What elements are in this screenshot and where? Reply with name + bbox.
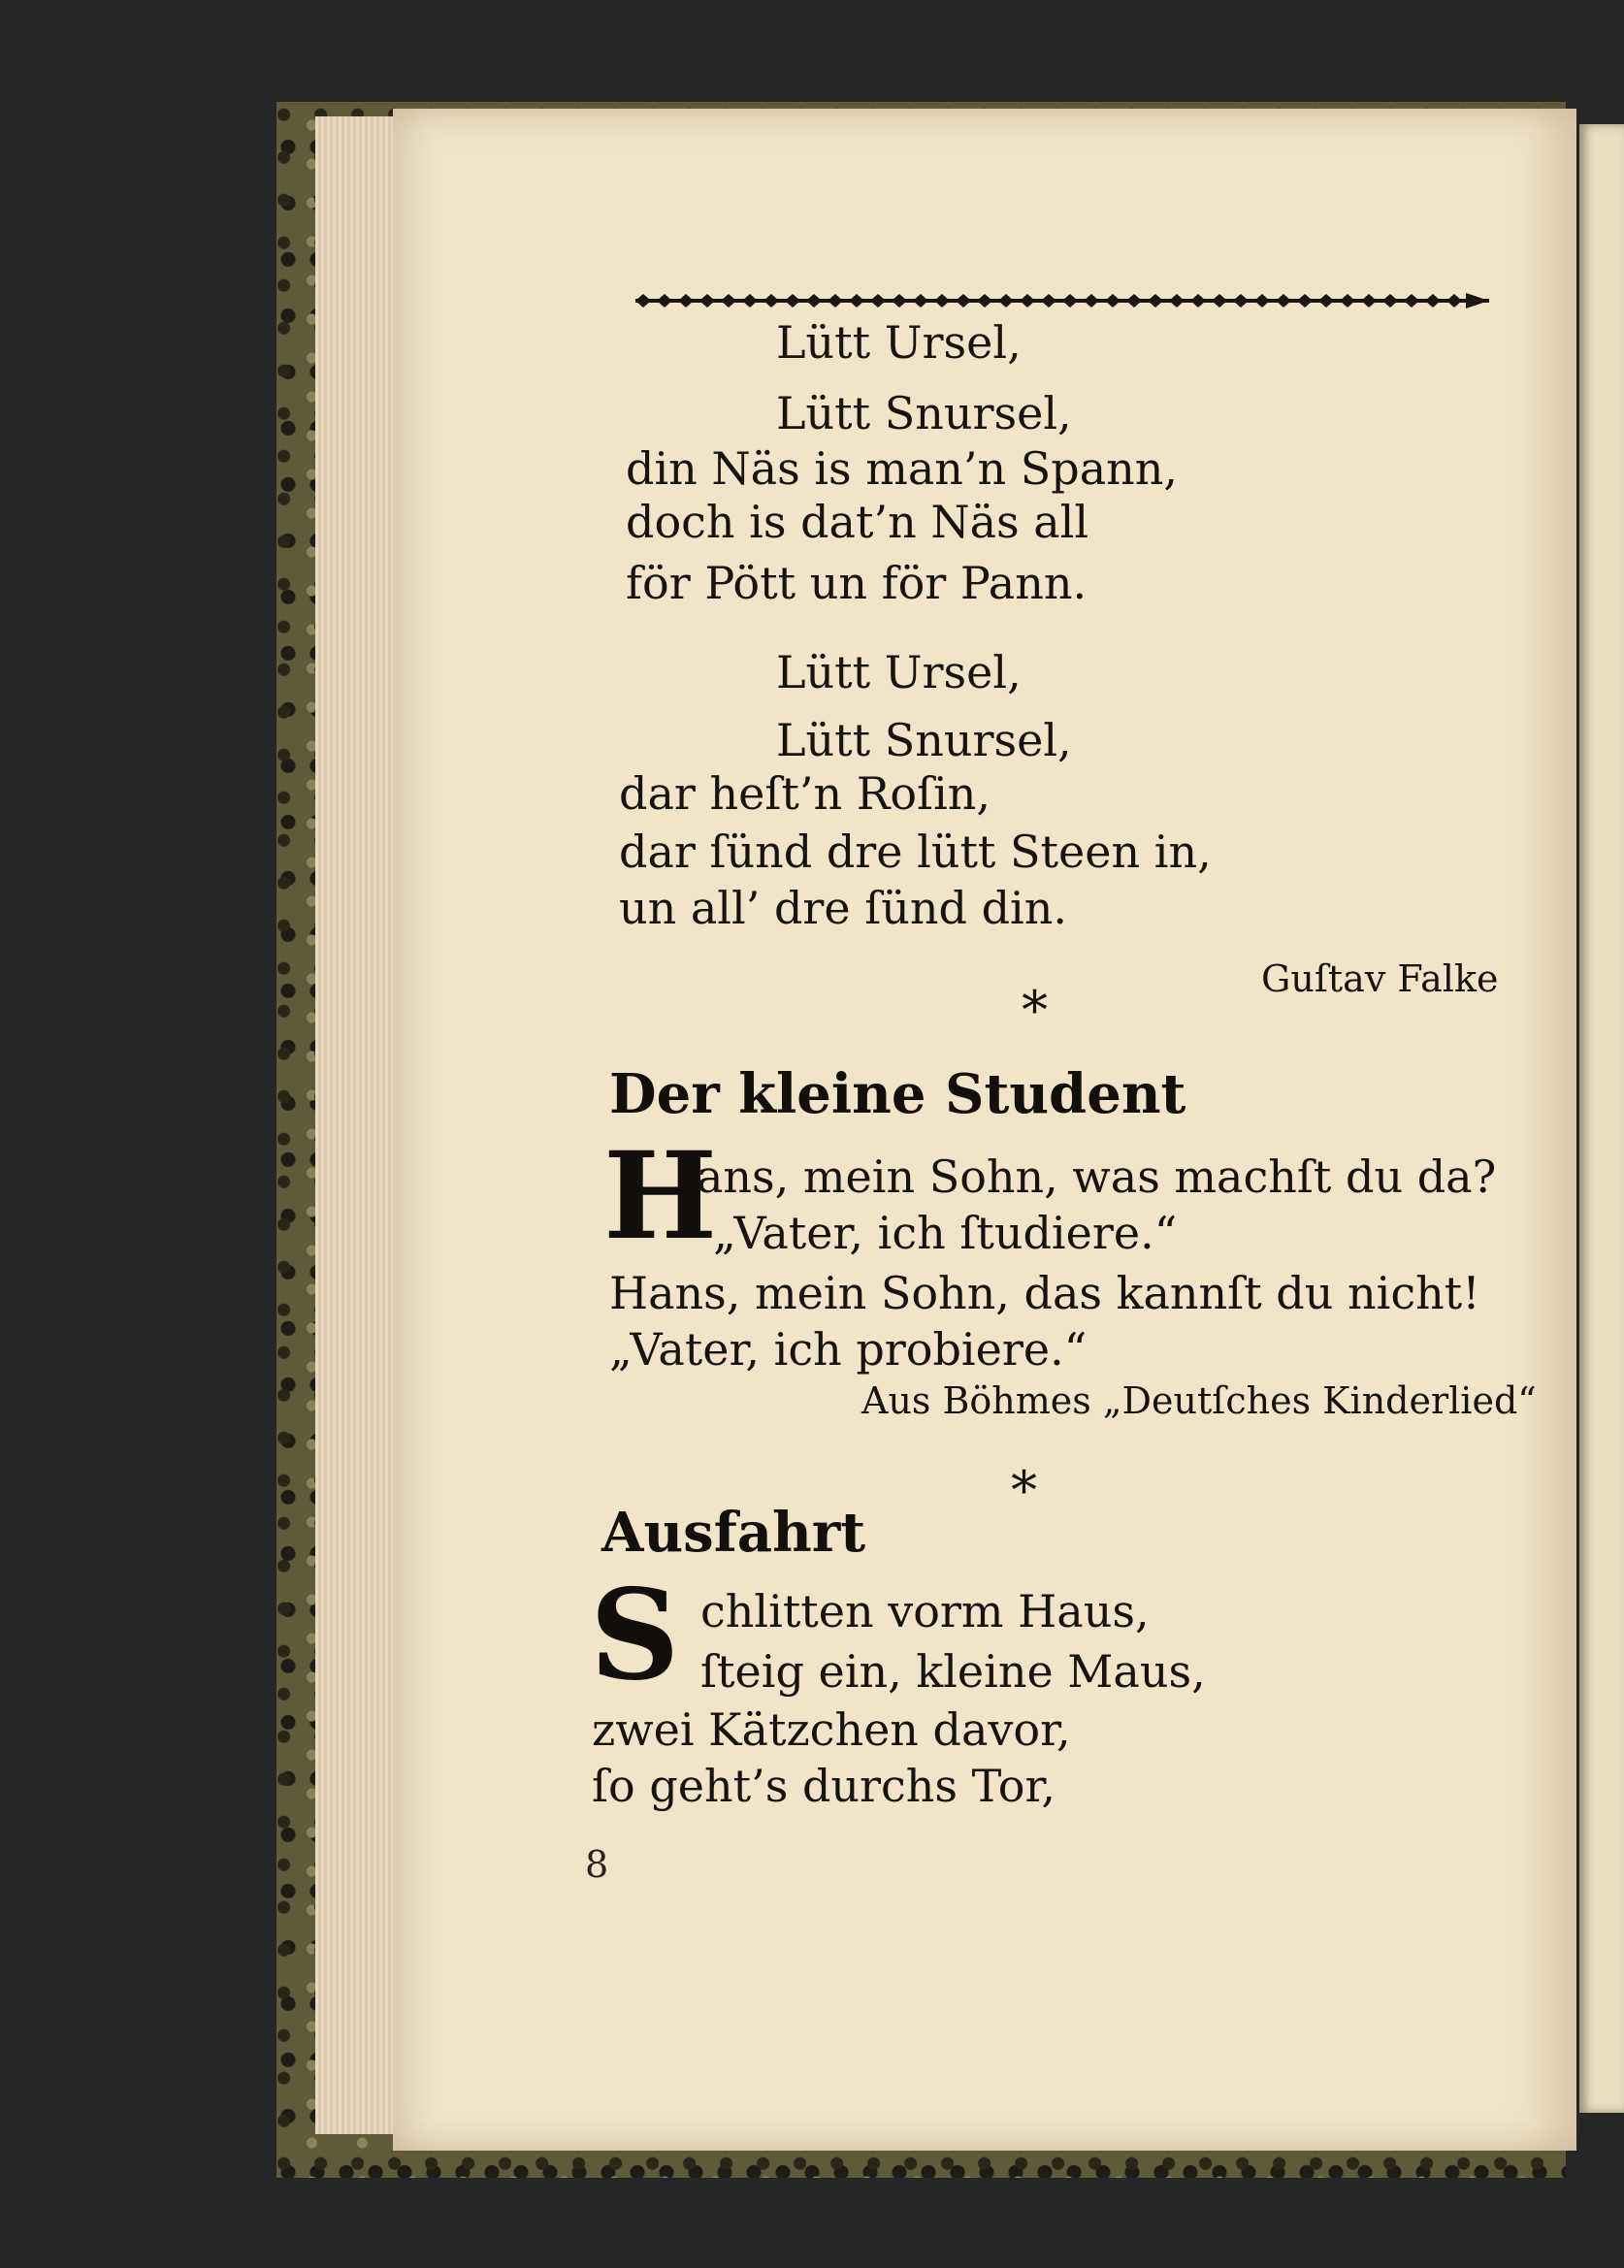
poem2-source: Aus Böhmes „Deutſches Kinderlied“	[861, 1379, 1537, 1422]
poem1-stanza1-line: doch is dat’n Näs all	[626, 496, 1089, 548]
poem3-line: ſteig ein, kleine Maus,	[700, 1645, 1206, 1698]
poem1-author: Guſtav Falke	[1261, 957, 1499, 1000]
poem3-line: chlitten vorm Haus,	[700, 1585, 1150, 1637]
poem3-dropcap: S	[590, 1563, 680, 1708]
poem2-line: ans, mein Sohn, was machſt du da?	[697, 1150, 1497, 1203]
poem1-stanza1-line: för Pött un för Pann.	[626, 557, 1088, 609]
poem2-line: „Vater, ich probiere.“	[609, 1323, 1088, 1376]
poem2-title: Der kleine Student	[609, 1062, 1186, 1126]
poem1-stanza1-line: Lütt Ursel,	[776, 316, 1022, 369]
poem3-line: ſo geht’s durchs Tor,	[592, 1760, 1056, 1812]
page-number: 8	[585, 1843, 609, 1886]
poem2-line: „Vater, ich ſtudiere.“	[713, 1207, 1178, 1259]
poem1-stanza2-line: Lütt Ursel,	[776, 646, 1022, 698]
poem1-stanza2-line: Lütt Snursel,	[776, 714, 1072, 766]
poem2-dropcap: H	[603, 1126, 718, 1267]
poem1-stanza2-line: un all’ dre ſünd din.	[619, 882, 1067, 934]
poem3-line: zwei Kätzchen davor,	[592, 1703, 1071, 1756]
poem1-stanza2-line: dar ſünd dre lütt Steen in,	[619, 826, 1212, 878]
ornament-rule	[635, 289, 1489, 312]
poem3-title: Ausfahrt	[601, 1501, 866, 1565]
section-separator: *	[1022, 980, 1048, 1041]
page-stack-edges	[315, 116, 403, 2134]
poem1-stanza1-line: din Näs is man’n Spann,	[626, 442, 1179, 495]
poem1-stanza1-line: Lütt Snursel,	[776, 387, 1072, 439]
poem1-stanza2-line: dar heſt’n Roſin,	[619, 767, 991, 820]
poem2-line: Hans, mein Sohn, das kannſt du nicht!	[609, 1267, 1480, 1319]
facing-page-edge	[1579, 124, 1624, 2113]
section-separator: *	[1011, 1460, 1037, 1521]
